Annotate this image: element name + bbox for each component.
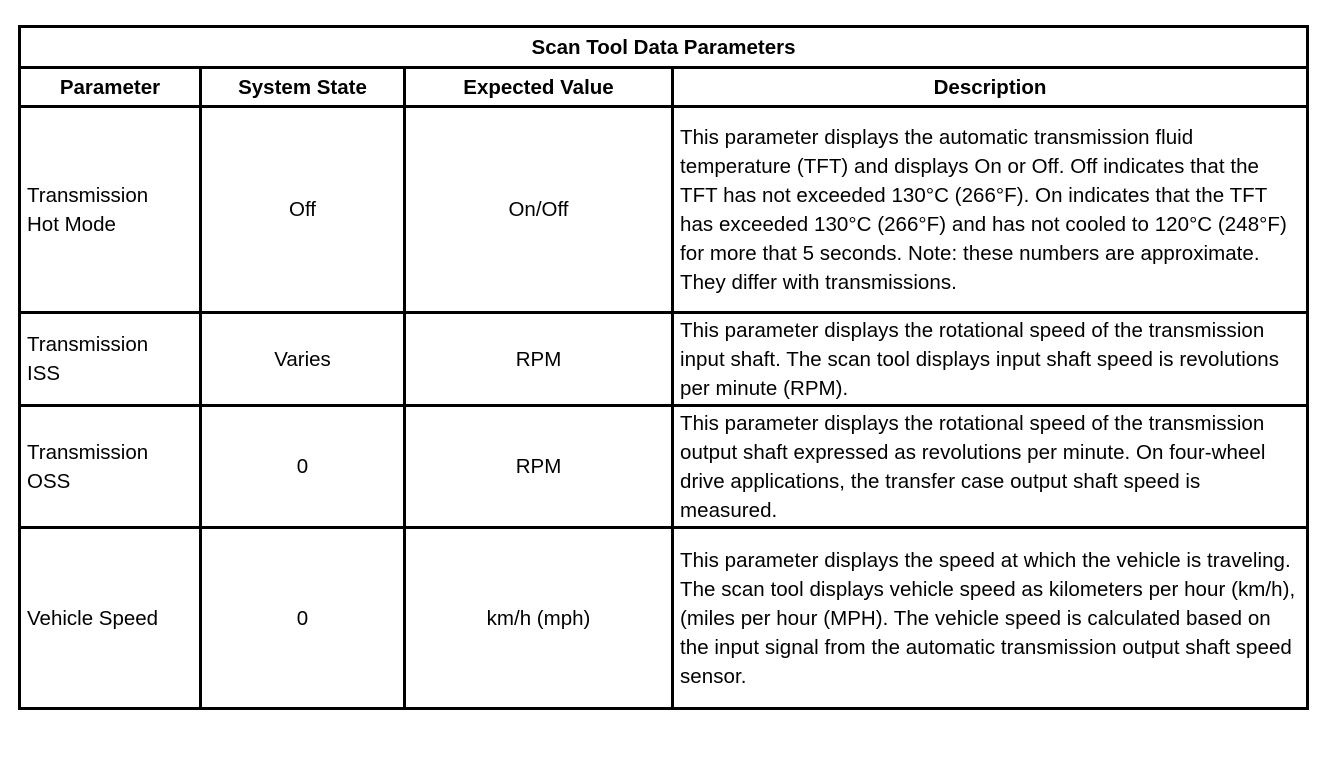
parameter-name-line1: Transmission [27,333,149,356]
description-cell: This parameter displays the automatic transmission fluid temperature (TFT) and displays On or Off. Off indicates that the TFT has not exceeded 130°C (266°F). On indicates that the TFT has exceeded 130°C (266°F) and has not cooled to 120°C (248°F) for more that 5 seconds. Note: these numbers are approximate. They differ with transmissions. [673,107,1308,313]
expected-value-cell: km/h (mph) [405,528,673,709]
description-cell: This parameter displays the rotational speed of the transmission input shaft. The scan tool displays input shaft speed is revolutions per minute (RPM). [673,313,1308,406]
parameter-name-line2: Hot Mode [27,212,116,236]
scan-tool-data-table [18,25,1309,710]
parameter-cell [20,528,201,709]
header-system-state: System State [201,68,405,107]
parameter-name-line2: ISS [27,362,61,385]
parameter-cell [20,313,201,406]
description-cell: This parameter displays the speed at which the vehicle is traveling. The scan tool displays vehicle speed as kilometers per hour (km/h), (miles per hour (MPH). The vehicle speed is calculated based on the input signal from the automatic transmission output shaft speed sensor. [673,528,1308,709]
table-row [20,107,1308,313]
header-expected-value: Expected Value [405,68,673,107]
expected-value-cell: RPM [405,406,673,528]
system-state-cell: 0 [201,406,405,528]
description-cell: This parameter displays the rotational speed of the transmission output shaft expressed as revolutions per minute. On four-wheel drive applications, the transfer case output shaft speed is measured. [673,406,1308,528]
parameter-cell [20,406,201,528]
expected-value-cell: On/Off [405,107,673,313]
system-state-cell: Varies [201,313,405,406]
table-row [20,406,1308,528]
parameter-name-line1: Transmission [27,183,149,207]
parameter-name-line2: OSS [27,469,71,493]
table-row [20,528,1308,709]
parameter-name-line1: Vehicle Speed [27,606,159,630]
parameter-name-line1: Transmission [27,440,149,464]
header-parameter: Parameter [20,68,201,107]
table-header-row [20,68,1308,107]
table-title-row [20,27,1308,68]
table-title: Scan Tool Data Parameters [20,27,1308,68]
system-state-cell: Off [201,107,405,313]
parameter-cell [20,107,201,313]
header-description: Description [673,68,1308,107]
table-row [20,313,1308,406]
expected-value-cell: RPM [405,313,673,406]
system-state-cell: 0 [201,528,405,709]
